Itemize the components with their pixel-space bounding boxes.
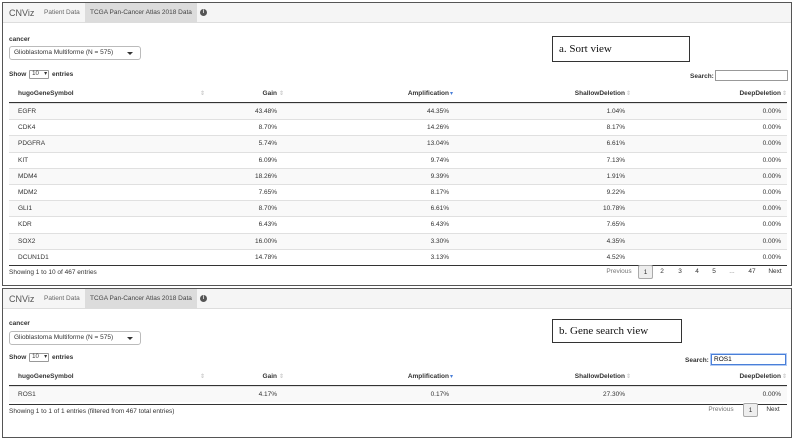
tab-patient-data[interactable]: Patient Data <box>44 295 80 302</box>
caret-down-icon <box>127 337 133 340</box>
cell-deepdeletion: 0.00% <box>762 237 781 245</box>
pager-previous[interactable]: Previous <box>708 406 734 413</box>
cell-amplification: 3.30% <box>430 237 449 245</box>
sort-arrows-icon[interactable]: ⇕ <box>782 91 788 97</box>
cell-deepdeletion: 0.00% <box>762 253 781 261</box>
cell-shallowdeletion: 1.91% <box>606 172 625 180</box>
cell-shallowdeletion: 7.65% <box>606 221 625 229</box>
table-row[interactable] <box>9 249 787 265</box>
cell-amplification: 9.39% <box>430 172 449 180</box>
show-suffix: entries <box>51 354 74 362</box>
caret-down-icon <box>127 52 133 55</box>
pager-page-4[interactable]: 4 <box>695 268 699 275</box>
cell-amplification: 8.17% <box>430 189 449 196</box>
show-suffix: entries <box>51 71 74 79</box>
cell-gain: 16.00% <box>254 237 277 245</box>
pager-page-2[interactable]: 2 <box>660 268 664 275</box>
cell-gain: 18.26% <box>254 172 277 180</box>
cell-shallowdeletion: 8.17% <box>606 124 625 132</box>
sort-arrows-icon[interactable]: ⇕ <box>200 374 206 380</box>
cell-deepdeletion: 0.00% <box>762 189 781 196</box>
cell-deepdeletion: 0.00% <box>762 108 781 115</box>
cell-deepdeletion: 0.00% <box>762 391 781 398</box>
cell-gain: 4.17% <box>258 391 277 398</box>
pagination <box>599 265 789 279</box>
search-label: Search: <box>685 357 709 364</box>
pager-page-5[interactable]: 5 <box>712 268 716 275</box>
search-input[interactable] <box>715 70 788 81</box>
cancer-label: cancer <box>9 320 30 327</box>
table-info: Showing 1 to 1 of 1 entries (filtered from 467 total entries) <box>9 408 175 415</box>
col-header-shallowdeletion[interactable]: ShallowDeletion <box>574 373 625 380</box>
pager-ellipsis: ... <box>729 268 735 275</box>
cell-gain: 43.48% <box>254 108 277 115</box>
cell-shallowdeletion: 27.30% <box>602 391 625 398</box>
cell-gene: EGFR <box>18 108 37 115</box>
pager-next[interactable]: Next <box>766 406 780 413</box>
info-circle-icon[interactable]: i <box>200 9 207 16</box>
pager-page-1[interactable]: 1 <box>743 403 758 417</box>
cell-shallowdeletion: 1.04% <box>606 108 625 115</box>
search-input[interactable]: ROS1 <box>711 354 786 365</box>
pagination <box>703 403 789 417</box>
cell-gene: ROS1 <box>18 391 36 398</box>
cell-deepdeletion: 0.00% <box>762 205 781 213</box>
table-row[interactable] <box>9 135 787 151</box>
cell-gene: GLI1 <box>18 205 33 213</box>
cell-gene: SOX2 <box>18 237 36 245</box>
cell-amplification: 6.61% <box>430 205 449 213</box>
cell-amplification: 3.13% <box>430 253 449 261</box>
table-row[interactable] <box>9 103 787 119</box>
tab-tcga-data[interactable]: TCGA Pan-Cancer Atlas 2018 Data <box>85 289 197 309</box>
table-row[interactable] <box>9 233 787 249</box>
page-length-control <box>9 353 73 362</box>
cell-gene: CDK4 <box>18 124 36 132</box>
search-label: Search: <box>690 73 714 80</box>
cell-shallowdeletion: 10.78% <box>602 205 625 213</box>
sort-arrows-icon[interactable]: ⇕ <box>279 374 285 380</box>
sort-arrows-icon[interactable]: ⇕ <box>626 374 632 380</box>
cell-gain: 7.65% <box>258 189 277 196</box>
sort-arrows-icon[interactable]: ⇕ <box>279 91 285 97</box>
cell-gene: DCUN1D1 <box>18 253 49 261</box>
cancer-label: cancer <box>9 36 30 43</box>
cell-gain: 6.43% <box>258 221 277 229</box>
col-header-gene[interactable]: hugoGeneSymbol <box>18 373 74 380</box>
navbar <box>3 3 791 23</box>
tab-tcga-data[interactable]: TCGA Pan-Cancer Atlas 2018 Data <box>85 3 197 23</box>
cell-shallowdeletion: 7.13% <box>606 156 625 164</box>
cell-gene: KIT <box>18 156 29 164</box>
sort-desc-icon[interactable]: ▾ <box>450 91 454 97</box>
show-prefix: Show <box>9 71 27 79</box>
col-header-deepdeletion[interactable]: DeepDeletion <box>739 90 781 97</box>
table-info: Showing 1 to 10 of 467 entries <box>9 269 97 276</box>
cell-shallowdeletion: 6.61% <box>606 140 625 148</box>
page-length-select[interactable]: 10 ▾ <box>29 70 49 79</box>
table-row[interactable] <box>9 386 787 402</box>
col-header-gain[interactable]: Gain <box>262 373 277 380</box>
cell-shallowdeletion: 9.22% <box>606 189 625 196</box>
cell-gene: PDGFRA <box>18 140 46 148</box>
cnv-table <box>9 368 787 404</box>
cancer-select-value: Glioblastoma Multiforme (N = 575) <box>14 49 114 56</box>
callout-gene-search-view: b. Gene search view <box>552 319 682 343</box>
table-row[interactable] <box>9 168 787 184</box>
table-row[interactable] <box>9 152 787 168</box>
cell-amplification: 6.43% <box>430 221 449 229</box>
cell-gain: 6.09% <box>258 156 277 164</box>
tab-patient-data[interactable]: Patient Data <box>44 9 80 16</box>
cell-gain: 8.70% <box>258 205 277 213</box>
col-header-gain[interactable]: Gain <box>262 90 277 97</box>
table-header <box>9 85 787 103</box>
page-length-select[interactable]: 10 ▾ <box>29 353 49 362</box>
col-header-gene[interactable]: hugoGeneSymbol <box>18 90 74 97</box>
cell-shallowdeletion: 4.35% <box>606 237 625 245</box>
cell-gene: KDR <box>18 221 32 229</box>
cell-amplification: 0.17% <box>430 391 449 398</box>
cell-amplification: 9.74% <box>430 156 449 164</box>
pager-page-47[interactable]: 47 <box>748 268 756 275</box>
col-header-deepdeletion[interactable]: DeepDeletion <box>739 373 781 380</box>
cnv-table <box>9 85 787 265</box>
col-header-shallowdeletion[interactable]: ShallowDeletion <box>574 90 625 97</box>
cancer-select[interactable] <box>9 331 141 345</box>
sort-arrows-icon[interactable]: ⇕ <box>782 374 788 380</box>
cell-amplification: 14.26% <box>426 124 449 132</box>
cell-deepdeletion: 0.00% <box>762 156 781 164</box>
cancer-select[interactable] <box>9 46 141 60</box>
app-brand[interactable]: CNViz <box>9 8 35 18</box>
navbar <box>3 289 791 309</box>
cell-gain: 14.78% <box>254 253 277 261</box>
col-header-amplification[interactable]: Amplification <box>407 373 449 380</box>
callout-sort-view: a. Sort view <box>552 36 690 62</box>
cell-deepdeletion: 0.00% <box>762 221 781 229</box>
cell-gain: 8.70% <box>258 124 277 132</box>
table-bottom-rule <box>9 404 787 405</box>
pager-next[interactable]: Next <box>768 268 782 275</box>
sort-arrows-icon[interactable]: ⇕ <box>626 91 632 97</box>
cell-amplification: 44.35% <box>426 108 449 115</box>
cell-deepdeletion: 0.00% <box>762 124 781 132</box>
sort-arrows-icon[interactable]: ⇕ <box>200 91 206 97</box>
sort-view-panel <box>2 2 792 286</box>
table-row[interactable] <box>9 119 787 135</box>
pager-page-1[interactable]: 1 <box>638 265 653 279</box>
cell-gene: MDM4 <box>18 172 38 180</box>
gene-search-view-panel <box>2 288 792 438</box>
pager-previous[interactable]: Previous <box>606 268 632 275</box>
cell-shallowdeletion: 4.52% <box>606 253 625 261</box>
info-circle-icon[interactable]: i <box>200 295 207 302</box>
cell-deepdeletion: 0.00% <box>762 172 781 180</box>
table-row[interactable] <box>9 200 787 216</box>
page-length-control <box>9 70 73 79</box>
table-row[interactable] <box>9 216 787 232</box>
cell-gain: 5.74% <box>258 140 277 148</box>
cell-deepdeletion: 0.00% <box>762 140 781 148</box>
col-header-amplification[interactable]: Amplification <box>407 90 449 97</box>
pager-page-3[interactable]: 3 <box>678 268 682 275</box>
show-prefix: Show <box>9 354 27 362</box>
app-brand[interactable]: CNViz <box>9 294 35 304</box>
cancer-select-value: Glioblastoma Multiforme (N = 575) <box>14 334 114 341</box>
sort-desc-icon[interactable]: ▾ <box>450 374 454 380</box>
cell-gene: MDM2 <box>18 189 38 196</box>
cell-amplification: 13.04% <box>426 140 449 148</box>
table-row[interactable] <box>9 184 787 200</box>
table-header <box>9 368 787 386</box>
